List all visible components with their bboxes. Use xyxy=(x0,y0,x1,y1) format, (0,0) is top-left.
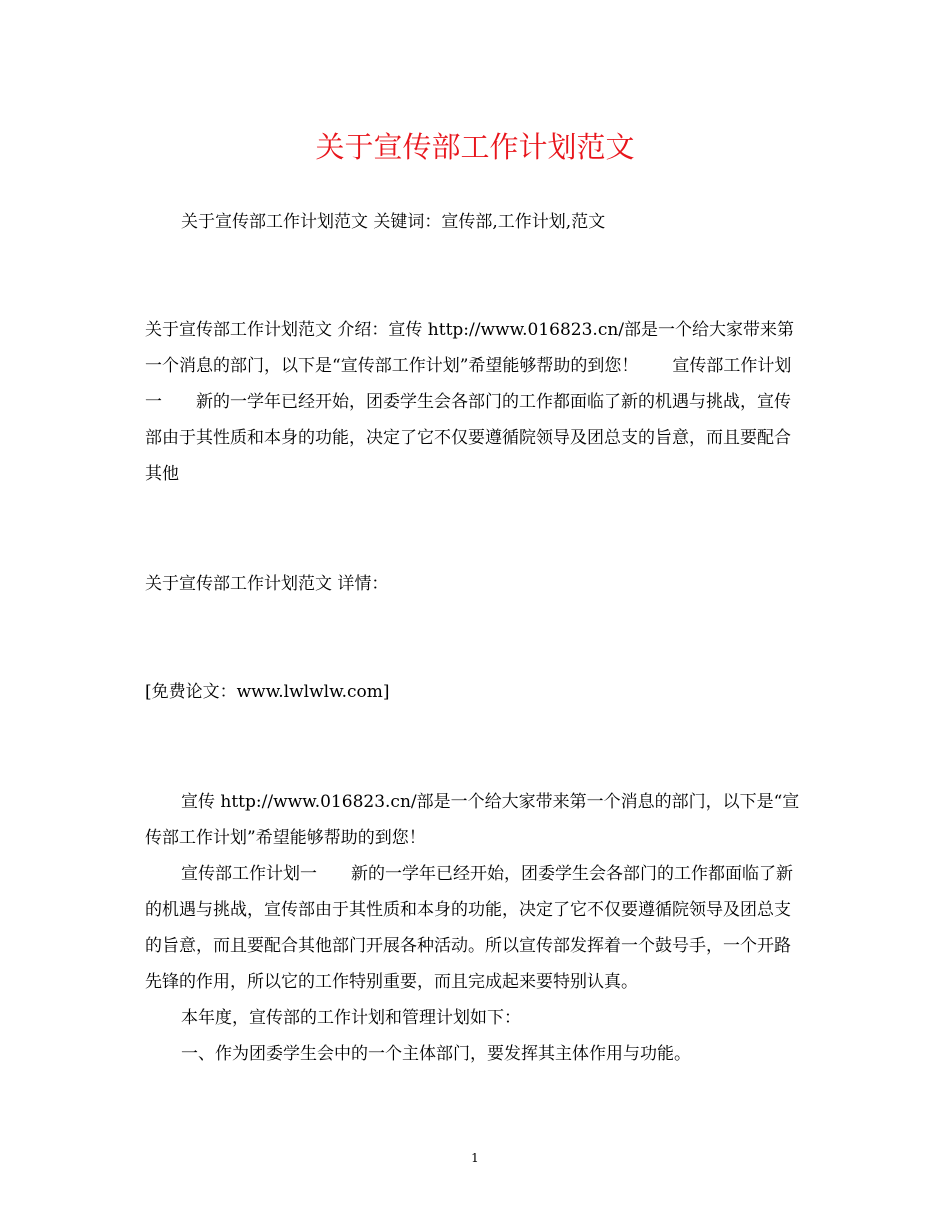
free-paper-link[interactable]: [免费论文：www.lwlwlw.com] xyxy=(145,682,390,702)
keywords-line: 关于宣传部工作计划范文 关键词：宣传部,工作计划,范文 xyxy=(181,212,606,232)
paragraph: 一、作为团委学生会中的一个主体部门，要发挥其主体作用与功能。 xyxy=(181,1044,691,1064)
paragraph: 本年度，宣传部的工作计划和管理计划如下： xyxy=(181,1008,521,1028)
document-title: 关于宣传部工作计划范文 xyxy=(315,130,635,164)
details-heading: 关于宣传部工作计划范文 详情： xyxy=(145,574,389,594)
paragraph: 宣传 http://www.016823.cn/部是一个给大家带来第一个消息的部门，以下是“宣传部工作计划”希望能够帮助的到您！ xyxy=(145,792,800,848)
main-content xyxy=(145,784,805,1072)
page-number: 1 xyxy=(471,1151,479,1165)
paragraph: 宣传部工作计划一 新的一学年已经开始，团委学生会各部门的工作都面临了新的机遇与挑战，宣传部由于其性质和本身的功能，决定了它不仅要遵循院领导及团总支的旨意，而且要配合其他部门开展各种活动。所以宣传部发挥着一个鼓号手，一个开路先锋的作用，所以它的工作特别重要，而且完成起来要特别认真。 xyxy=(145,864,793,992)
intro-paragraph: 关于宣传部工作计划范文 介绍：宣传 http://www.016823.cn/部是一个给大家带来第一个消息的部门，以下是“宣传部工作计划”希望能够帮助的到您！ 宣传部工作计划一 新的一学年已经开始，团委学生会各部门的工作都面临了新的机遇与挑战，宣传部由于其性质和本身的功能，决定了它不仅要遵循院领导及团总支的旨意，而且要配合其他 xyxy=(145,320,795,484)
